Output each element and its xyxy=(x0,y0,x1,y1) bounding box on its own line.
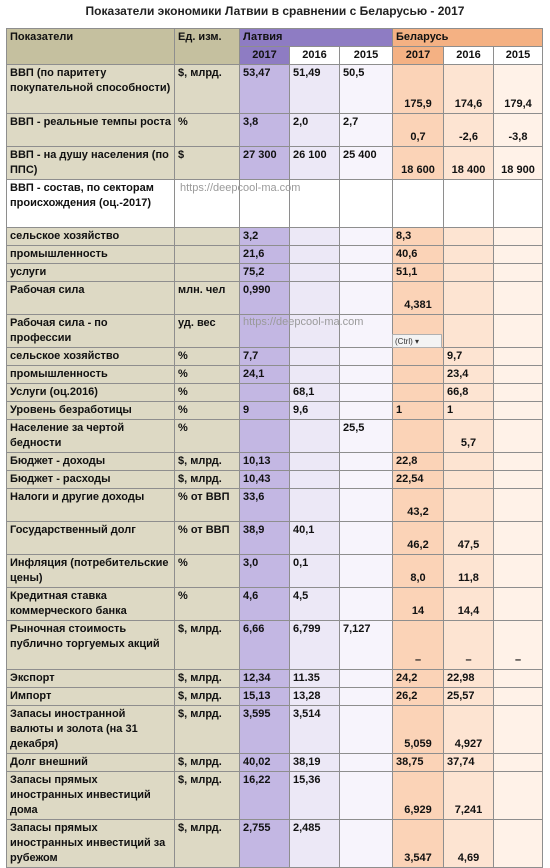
table-row xyxy=(7,366,543,384)
latvia-2015-cell: 2,7 xyxy=(340,114,393,147)
latvia-2016-cell xyxy=(290,246,340,264)
table-row xyxy=(7,114,543,147)
belarus-2015-cell xyxy=(494,264,543,282)
unit-cell: уд. вес xyxy=(175,315,240,348)
indicator-cell: Импорт xyxy=(7,688,175,706)
indicator-cell: промышленность xyxy=(7,246,175,264)
unit-cell: млн. чел xyxy=(175,282,240,315)
belarus-2017-cell: 22,8 xyxy=(393,453,444,471)
header-row-countries xyxy=(7,29,543,47)
table-row xyxy=(7,688,543,706)
latvia-2016-cell xyxy=(290,348,340,366)
latvia-2015-cell xyxy=(340,471,393,489)
latvia-2017-cell: 12,34 xyxy=(240,670,290,688)
belarus-2016-cell xyxy=(444,315,494,348)
latvia-2016-cell xyxy=(290,366,340,384)
indicator-cell: ВВП - состав, по секторам происхождения (оц.-2017) xyxy=(7,180,175,228)
belarus-2015-cell xyxy=(494,688,543,706)
latvia-2016-cell: 6,799 xyxy=(290,621,340,670)
unit-cell: % от ВВП xyxy=(175,522,240,555)
belarus-2015-cell xyxy=(494,366,543,384)
watermark-1: https://deepcool-ma.com xyxy=(180,182,301,194)
latvia-2016-cell xyxy=(290,420,340,453)
belarus-2016-cell: 14,4 xyxy=(444,588,494,621)
header-latvia: Латвия xyxy=(240,29,393,47)
table-row xyxy=(7,522,543,555)
unit-cell: % xyxy=(175,348,240,366)
latvia-2015-cell xyxy=(340,754,393,772)
unit-cell: % xyxy=(175,402,240,420)
table-row xyxy=(7,402,543,420)
unit-cell: $, млрд. xyxy=(175,820,240,868)
belarus-2016-cell xyxy=(444,264,494,282)
header-belarus: Беларусь xyxy=(393,29,543,47)
table-row xyxy=(7,621,543,670)
indicator-cell: Рабочая сила xyxy=(7,282,175,315)
paste-options-button[interactable]: (Ctrl) ▾ xyxy=(392,334,442,348)
belarus-2016-cell xyxy=(444,489,494,522)
table-row xyxy=(7,706,543,754)
latvia-2015-cell xyxy=(340,688,393,706)
latvia-2016-cell: 38,19 xyxy=(290,754,340,772)
latvia-2016-cell xyxy=(290,228,340,246)
indicator-cell: Запасы иностранной валюты и золота (на 31 декабря) xyxy=(7,706,175,754)
unit-cell: % xyxy=(175,555,240,588)
latvia-2016-cell xyxy=(290,264,340,282)
belarus-2017-cell: 26,2 xyxy=(393,688,444,706)
indicator-cell: Экспорт xyxy=(7,670,175,688)
belarus-2017-cell: 6,929 xyxy=(393,772,444,820)
unit-cell: $, млрд. xyxy=(175,65,240,114)
belarus-2016-cell: 7,241 xyxy=(444,772,494,820)
belarus-2016-cell: 1 xyxy=(444,402,494,420)
unit-cell xyxy=(175,264,240,282)
belarus-2017-cell: 8,0 xyxy=(393,555,444,588)
indicator-cell: Запасы прямых иностранных инвестиций дома xyxy=(7,772,175,820)
belarus-2015-cell xyxy=(494,772,543,820)
belarus-2017-cell: 14 xyxy=(393,588,444,621)
table-row xyxy=(7,282,543,315)
latvia-2016-cell: 40,1 xyxy=(290,522,340,555)
belarus-2016-cell: 47,5 xyxy=(444,522,494,555)
unit-cell xyxy=(175,228,240,246)
belarus-2017-cell: 38,75 xyxy=(393,754,444,772)
belarus-2017-cell: 5,059 xyxy=(393,706,444,754)
latvia-2015-cell xyxy=(340,348,393,366)
belarus-2016-cell xyxy=(444,453,494,471)
belarus-2017-cell: – xyxy=(393,621,444,670)
belarus-2015-cell xyxy=(494,384,543,402)
latvia-2016-cell: 68,1 xyxy=(290,384,340,402)
header-latvia-2017: 2017 xyxy=(240,47,290,65)
belarus-2016-cell xyxy=(444,246,494,264)
latvia-2016-cell: 11.35 xyxy=(290,670,340,688)
latvia-2017-cell: 2,755 xyxy=(240,820,290,868)
latvia-2015-cell xyxy=(340,228,393,246)
unit-cell: $, млрд. xyxy=(175,453,240,471)
latvia-2015-cell xyxy=(340,588,393,621)
indicator-cell: ВВП - на душу населения (по ППС) xyxy=(7,147,175,180)
latvia-2017-cell: 10,43 xyxy=(240,471,290,489)
table-row xyxy=(7,588,543,621)
indicator-cell: Население за чертой бедности xyxy=(7,420,175,453)
economy-comparison-table xyxy=(6,28,543,868)
indicator-cell: Бюджет - доходы xyxy=(7,453,175,471)
header-belarus-2015: 2015 xyxy=(494,47,543,65)
latvia-2016-cell: 26 100 xyxy=(290,147,340,180)
latvia-2017-cell: 10,13 xyxy=(240,453,290,471)
belarus-2017-cell: 8,3 xyxy=(393,228,444,246)
belarus-2017-cell xyxy=(393,420,444,453)
latvia-2015-cell xyxy=(340,555,393,588)
table-row xyxy=(7,471,543,489)
indicator-cell: Рабочая сила - по профессии xyxy=(7,315,175,348)
belarus-2016-cell: 66,8 xyxy=(444,384,494,402)
belarus-2015-cell xyxy=(494,420,543,453)
latvia-2015-cell xyxy=(340,522,393,555)
unit-cell: $, млрд. xyxy=(175,621,240,670)
latvia-2017-cell: 75,2 xyxy=(240,264,290,282)
latvia-2017-cell: 3,8 xyxy=(240,114,290,147)
indicator-cell: Инфляция (потребительские цены) xyxy=(7,555,175,588)
latvia-2015-cell xyxy=(340,706,393,754)
belarus-2015-cell xyxy=(494,555,543,588)
belarus-2015-cell xyxy=(494,754,543,772)
latvia-2017-cell: 15,13 xyxy=(240,688,290,706)
latvia-2015-cell xyxy=(340,402,393,420)
latvia-2015-cell: 25,5 xyxy=(340,420,393,453)
unit-cell: $, млрд. xyxy=(175,706,240,754)
latvia-2017-cell xyxy=(240,384,290,402)
table-row xyxy=(7,555,543,588)
table-row xyxy=(7,65,543,114)
latvia-2016-cell xyxy=(290,282,340,315)
unit-cell: % от ВВП xyxy=(175,489,240,522)
belarus-2017-cell: 22,54 xyxy=(393,471,444,489)
latvia-2016-cell: 13,28 xyxy=(290,688,340,706)
belarus-2016-cell xyxy=(444,228,494,246)
latvia-2017-cell: 7,7 xyxy=(240,348,290,366)
latvia-2017-cell: 27 300 xyxy=(240,147,290,180)
belarus-2016-cell: – xyxy=(444,621,494,670)
belarus-2016-cell: 23,4 xyxy=(444,366,494,384)
latvia-2015-cell: 50,5 xyxy=(340,65,393,114)
unit-cell xyxy=(175,246,240,264)
belarus-2015-cell xyxy=(494,315,543,348)
indicator-cell: Запасы прямых иностранных инвестиций за рубежом xyxy=(7,820,175,868)
latvia-2017-cell: 40,02 xyxy=(240,754,290,772)
indicator-cell: Бюджет - расходы xyxy=(7,471,175,489)
belarus-2016-cell: 5,7 xyxy=(444,420,494,453)
belarus-2015-cell xyxy=(494,706,543,754)
belarus-2016-cell: 11,8 xyxy=(444,555,494,588)
table-row xyxy=(7,384,543,402)
header-unit: Ед. изм. xyxy=(175,29,240,65)
latvia-2017-cell: 24,1 xyxy=(240,366,290,384)
latvia-2017-cell: 16,22 xyxy=(240,772,290,820)
belarus-2017-cell: 51,1 xyxy=(393,264,444,282)
latvia-2017-cell: 21,6 xyxy=(240,246,290,264)
indicator-cell: ВВП - реальные темпы роста xyxy=(7,114,175,147)
latvia-2015-cell xyxy=(340,489,393,522)
belarus-2015-cell xyxy=(494,471,543,489)
latvia-2016-cell: 2,485 xyxy=(290,820,340,868)
latvia-2017-cell: 0,990 xyxy=(240,282,290,315)
belarus-2017-cell: 43,2 xyxy=(393,489,444,522)
belarus-2015-cell xyxy=(494,228,543,246)
unit-cell: % xyxy=(175,420,240,453)
table-row xyxy=(7,453,543,471)
unit-cell: $ xyxy=(175,147,240,180)
latvia-2017-cell: 6,66 xyxy=(240,621,290,670)
latvia-2016-cell: 4,5 xyxy=(290,588,340,621)
latvia-2015-cell xyxy=(340,453,393,471)
belarus-2015-cell xyxy=(494,670,543,688)
indicator-cell: Рыночная стоимость публично торгуемых акций xyxy=(7,621,175,670)
latvia-2017-cell: 4,6 xyxy=(240,588,290,621)
unit-cell: $, млрд. xyxy=(175,754,240,772)
latvia-2015-cell xyxy=(340,670,393,688)
indicator-cell: Уровень безработицы xyxy=(7,402,175,420)
belarus-2015-cell xyxy=(494,453,543,471)
belarus-2015-cell xyxy=(494,489,543,522)
latvia-2016-cell: 15,36 xyxy=(290,772,340,820)
belarus-2015-cell xyxy=(494,348,543,366)
belarus-2015-cell: – xyxy=(494,621,543,670)
belarus-2016-cell: 18 400 xyxy=(444,147,494,180)
latvia-2016-cell: 2,0 xyxy=(290,114,340,147)
belarus-2016-cell: -2,6 xyxy=(444,114,494,147)
belarus-2016-cell xyxy=(444,180,494,228)
unit-cell: % xyxy=(175,114,240,147)
latvia-2015-cell xyxy=(340,772,393,820)
latvia-2017-cell: 3,0 xyxy=(240,555,290,588)
belarus-2017-cell: 24,2 xyxy=(393,670,444,688)
latvia-2015-cell xyxy=(340,282,393,315)
belarus-2016-cell xyxy=(444,471,494,489)
belarus-2017-cell xyxy=(393,384,444,402)
latvia-2016-cell xyxy=(290,453,340,471)
belarus-2016-cell: 37,74 xyxy=(444,754,494,772)
belarus-2016-cell: 4,69 xyxy=(444,820,494,868)
latvia-2016-cell: 9,6 xyxy=(290,402,340,420)
belarus-2015-cell xyxy=(494,180,543,228)
watermark-2: https://deepcool-ma.com xyxy=(243,316,364,328)
indicator-cell: ВВП (по паритету покупательной способности) xyxy=(7,65,175,114)
table-row xyxy=(7,348,543,366)
indicator-cell: Услуги (оц.2016) xyxy=(7,384,175,402)
belarus-2017-cell xyxy=(393,180,444,228)
belarus-2015-cell xyxy=(494,246,543,264)
belarus-2015-cell xyxy=(494,522,543,555)
belarus-2015-cell: 179,4 xyxy=(494,65,543,114)
latvia-2017-cell: 3,2 xyxy=(240,228,290,246)
latvia-2017-cell: 33,6 xyxy=(240,489,290,522)
indicator-cell: Государственный долг xyxy=(7,522,175,555)
belarus-2016-cell: 4,927 xyxy=(444,706,494,754)
belarus-2017-cell: 175,9 xyxy=(393,65,444,114)
latvia-2017-cell: 9 xyxy=(240,402,290,420)
latvia-2015-cell xyxy=(340,384,393,402)
unit-cell: $, млрд. xyxy=(175,670,240,688)
latvia-2015-cell xyxy=(340,264,393,282)
header-belarus-2016: 2016 xyxy=(444,47,494,65)
latvia-2015-cell: 7,127 xyxy=(340,621,393,670)
belarus-2016-cell: 9,7 xyxy=(444,348,494,366)
belarus-2015-cell xyxy=(494,402,543,420)
table-row xyxy=(7,264,543,282)
belarus-2015-cell: -3,8 xyxy=(494,114,543,147)
table-row xyxy=(7,820,543,868)
latvia-2015-cell xyxy=(340,180,393,228)
belarus-2016-cell: 174,6 xyxy=(444,65,494,114)
latvia-2015-cell xyxy=(340,820,393,868)
belarus-2016-cell xyxy=(444,282,494,315)
latvia-2016-cell xyxy=(290,489,340,522)
header-indicator: Показатели xyxy=(7,29,175,65)
header-latvia-2016: 2016 xyxy=(290,47,340,65)
latvia-2015-cell xyxy=(340,246,393,264)
latvia-2015-cell: 25 400 xyxy=(340,147,393,180)
belarus-2017-cell xyxy=(393,366,444,384)
header-latvia-2015: 2015 xyxy=(340,47,393,65)
latvia-2016-cell: 51,49 xyxy=(290,65,340,114)
belarus-2016-cell: 25,57 xyxy=(444,688,494,706)
page-title: Показатели экономики Латвии в сравнении с Беларусью - 2017 xyxy=(85,4,465,18)
belarus-2015-cell xyxy=(494,282,543,315)
table-row xyxy=(7,754,543,772)
unit-cell: $, млрд. xyxy=(175,471,240,489)
belarus-2015-cell xyxy=(494,820,543,868)
table-row xyxy=(7,489,543,522)
unit-cell: $, млрд. xyxy=(175,772,240,820)
belarus-2016-cell: 22,98 xyxy=(444,670,494,688)
table-row xyxy=(7,147,543,180)
indicator-cell: Долг внешний xyxy=(7,754,175,772)
latvia-2016-cell: 0,1 xyxy=(290,555,340,588)
indicator-cell: сельское хозяйство xyxy=(7,228,175,246)
unit-cell: $, млрд. xyxy=(175,688,240,706)
belarus-2017-cell: 1 xyxy=(393,402,444,420)
table-row xyxy=(7,246,543,264)
indicator-cell: сельское хозяйство xyxy=(7,348,175,366)
belarus-2017-cell: 0,7 xyxy=(393,114,444,147)
belarus-2017-cell: 4,381 xyxy=(393,282,444,315)
indicator-cell: Налоги и другие доходы xyxy=(7,489,175,522)
unit-cell: % xyxy=(175,366,240,384)
latvia-2016-cell xyxy=(290,471,340,489)
belarus-2017-cell: 40,6 xyxy=(393,246,444,264)
belarus-2017-cell: 18 600 xyxy=(393,147,444,180)
table-row xyxy=(7,228,543,246)
latvia-2017-cell: 53,47 xyxy=(240,65,290,114)
belarus-2017-cell: 46,2 xyxy=(393,522,444,555)
table-row xyxy=(7,670,543,688)
unit-cell: % xyxy=(175,384,240,402)
latvia-2017-cell: 3,595 xyxy=(240,706,290,754)
indicator-cell: промышленность xyxy=(7,366,175,384)
belarus-2017-cell xyxy=(393,348,444,366)
indicator-cell: Кредитная ставка коммерческого банка xyxy=(7,588,175,621)
latvia-2017-cell: 38,9 xyxy=(240,522,290,555)
unit-cell: % xyxy=(175,588,240,621)
belarus-2015-cell: 18 900 xyxy=(494,147,543,180)
table-row xyxy=(7,772,543,820)
belarus-2017-cell: 3,547 xyxy=(393,820,444,868)
latvia-2016-cell: 3,514 xyxy=(290,706,340,754)
header-belarus-2017: 2017 xyxy=(393,47,444,65)
latvia-2017-cell xyxy=(240,420,290,453)
indicator-cell: услуги xyxy=(7,264,175,282)
table-row xyxy=(7,420,543,453)
belarus-2015-cell xyxy=(494,588,543,621)
latvia-2015-cell xyxy=(340,366,393,384)
